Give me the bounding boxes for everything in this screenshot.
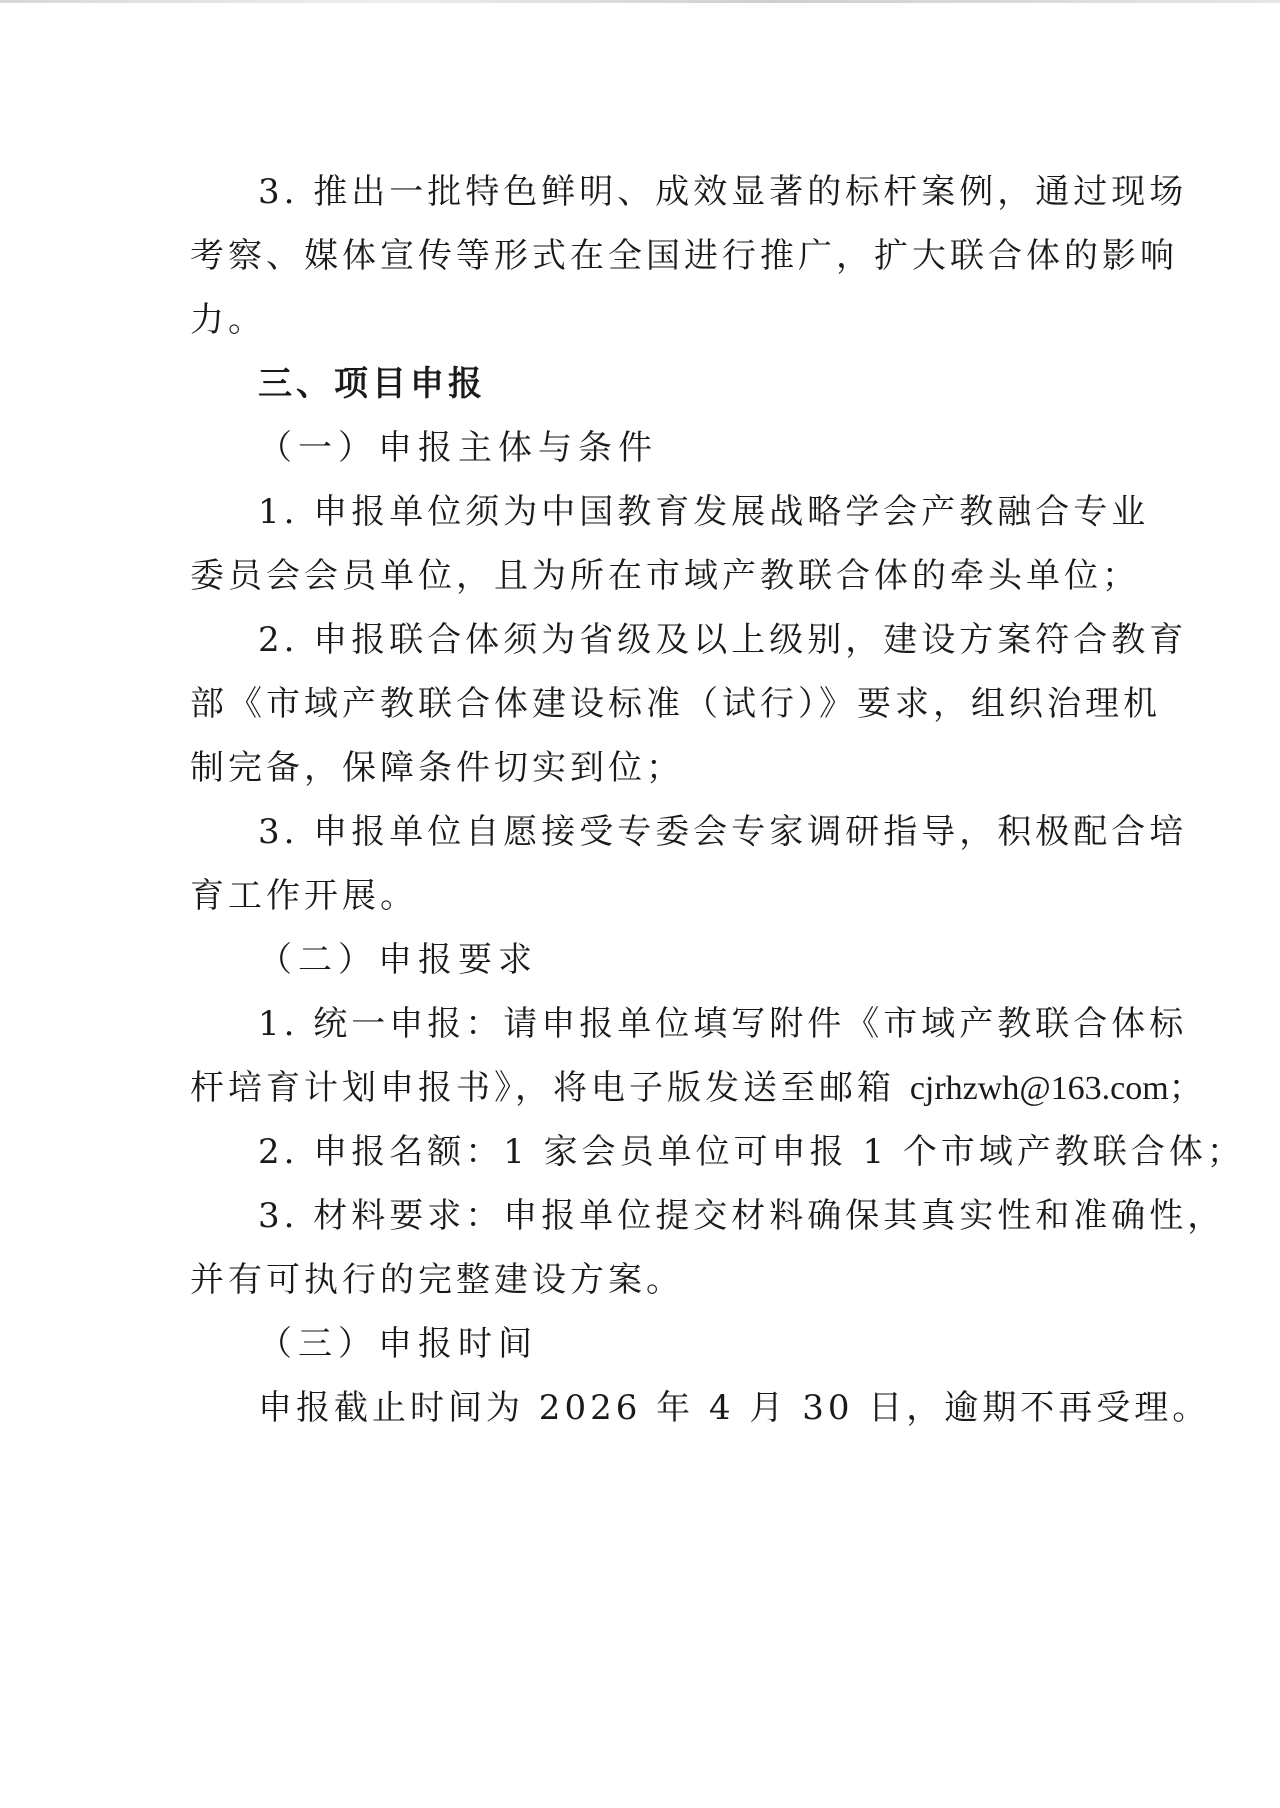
item3-line1: 3. 推出一批特色鲜明、成效显著的标杆案例，通过现场 — [258, 172, 1188, 212]
sub2-item1-line2 — [190, 1056, 1207, 1120]
sub1-item1-line2: 委员会会员单位，且为所在市域产教联合体的牵头单位； — [190, 556, 1140, 596]
scan-edge — [0, 0, 1280, 3]
sub3-text: 申报截止时间为 2026 年 4 月 30 日，逾期不再受理。 — [258, 1388, 1211, 1428]
sub1-item3-line1: 3. 申报单位自愿接受专委会专家调研指导，积极配合培 — [258, 812, 1188, 852]
sub1-item1-line1: 1. 申报单位须为中国教育发展战略学会产教融合专业 — [258, 492, 1150, 532]
sub2-item1-line2-text: 杆培育计划申报书》，将电子版发送至邮箱 — [190, 1068, 910, 1108]
sub1-item2-line1: 2. 申报联合体须为省级及以上级别，建设方案符合教育 — [258, 620, 1188, 660]
sub2-item2-line1: 2. 申报名额：1 家会员单位可申报 1 个市域产教联合体； — [258, 1132, 1245, 1172]
sub1-item2-line3: 制完备，保障条件切实到位； — [190, 748, 684, 788]
item3-line3: 力。 — [190, 300, 266, 340]
email-address: cjrhzwh@163.com — [909, 1070, 1169, 1107]
sub1-item3-line2: 育工作开展。 — [190, 876, 418, 916]
section3-title: 三、项目申报 — [258, 364, 486, 404]
sub2-item3-line1: 3. 材料要求：申报单位提交材料确保其真实性和准确性， — [258, 1196, 1226, 1236]
sub2-item3-line2: 并有可执行的完整建设方案。 — [190, 1260, 684, 1300]
sub1-title: （一）申报主体与条件 — [258, 428, 658, 468]
sub2-item1-line1: 1. 统一申报：请申报单位填写附件《市域产教联合体标 — [258, 1004, 1188, 1044]
sub2-title: （二）申报要求 — [258, 940, 538, 980]
sub2-item1-line2-end: ； — [1168, 1068, 1207, 1108]
item3-line2: 考察、媒体宣传等形式在全国进行推广，扩大联合体的影响 — [190, 236, 1178, 276]
sub1-item2-line2: 部《市域产教联合体建设标准（试行）》要求，组织治理机 — [190, 684, 1161, 724]
sub3-title: （三）申报时间 — [258, 1324, 538, 1364]
document-page — [190, 160, 1245, 1440]
